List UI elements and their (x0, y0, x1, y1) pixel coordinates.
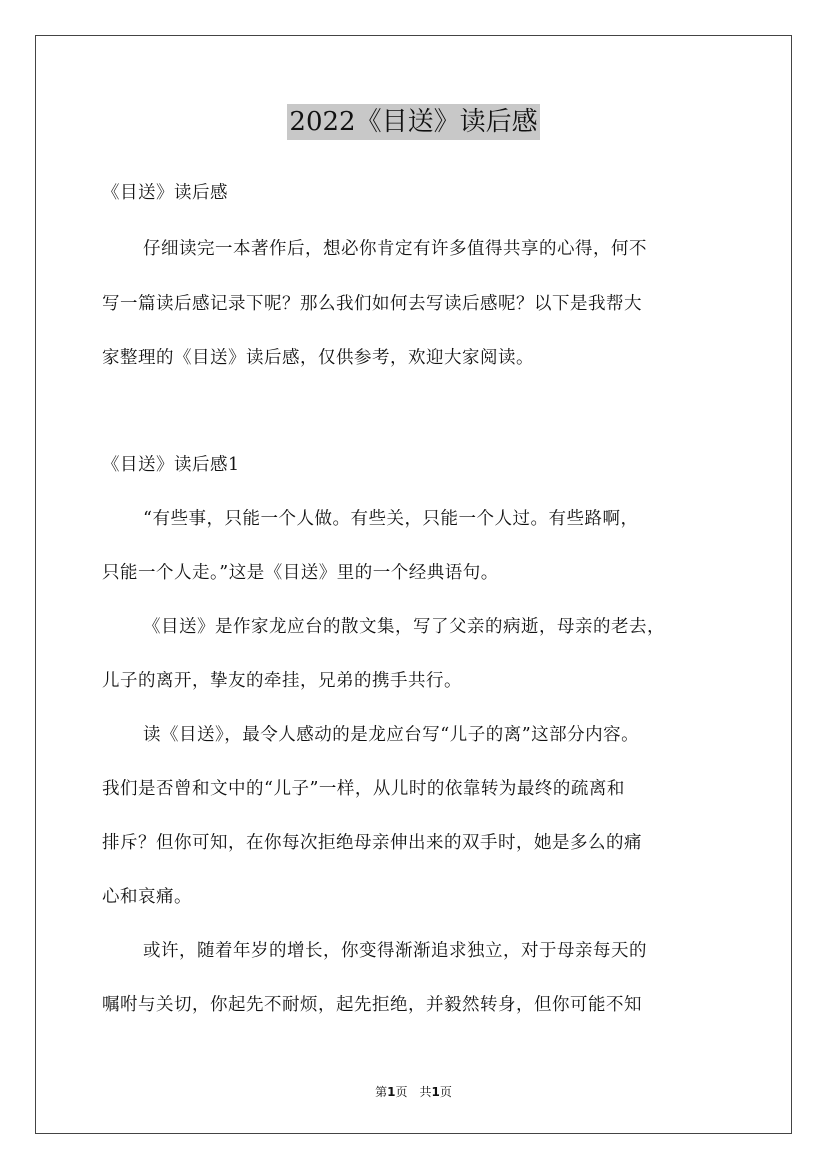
para4-line: 嘱咐与关切，你起先不耐烦，起先拒绝，并毅然转身，但你可能不知 (102, 995, 642, 1015)
para3-line: 心和哀痛。 (102, 887, 192, 907)
footer-prefix: 第 (375, 1085, 388, 1099)
para2-line: 儿子的离开，挚友的牵挂，兄弟的携手共行。 (102, 671, 462, 691)
section1-heading: 《目送》读后感1 (102, 455, 240, 475)
footer-suffix: 页 (439, 1085, 452, 1099)
page-footer (0, 1084, 827, 1100)
footer-page-number: 1 (387, 1085, 396, 1099)
intro-heading: 《目送》读后感 (102, 183, 228, 203)
para3-line: 读《目送》，最令人感动的是龙应台写“儿子的离”这部分内容。 (143, 725, 640, 745)
para1-line: “有些事，只能一个人做。有些关，只能一个人过。有些路啊， (143, 509, 639, 529)
document-title: 2022《目送》读后感 (287, 104, 539, 140)
para3-line: 排斥？但你可知，在你每次拒绝母亲伸出来的双手时，她是多么的痛 (102, 833, 642, 853)
footer-total-pages: 1 (431, 1085, 440, 1099)
para3-line: 我们是否曾和文中的“儿子”一样，从儿时的依靠转为最终的疏离和 (102, 779, 625, 799)
para2-line: 《目送》是作家龙应台的散文集，写了父亲的病逝，母亲的老去， (143, 617, 665, 637)
para4-line: 或许，随着年岁的增长，你变得渐渐追求独立，对于母亲每天的 (143, 941, 647, 961)
para1-line: 只能一个人走。”这是《目送》里的一个经典语句。 (102, 563, 499, 583)
intro-line: 仔细读完一本著作后，想必你肯定有许多值得共享的心得，何不 (143, 239, 647, 259)
intro-line: 写一篇读后感记录下呢？那么我们如何去写读后感呢？以下是我帮大 (102, 294, 642, 314)
footer-mid: 页 共 (395, 1085, 432, 1099)
title-container (0, 104, 827, 140)
intro-line: 家整理的《目送》读后感，仅供参考，欢迎大家阅读。 (102, 348, 534, 368)
